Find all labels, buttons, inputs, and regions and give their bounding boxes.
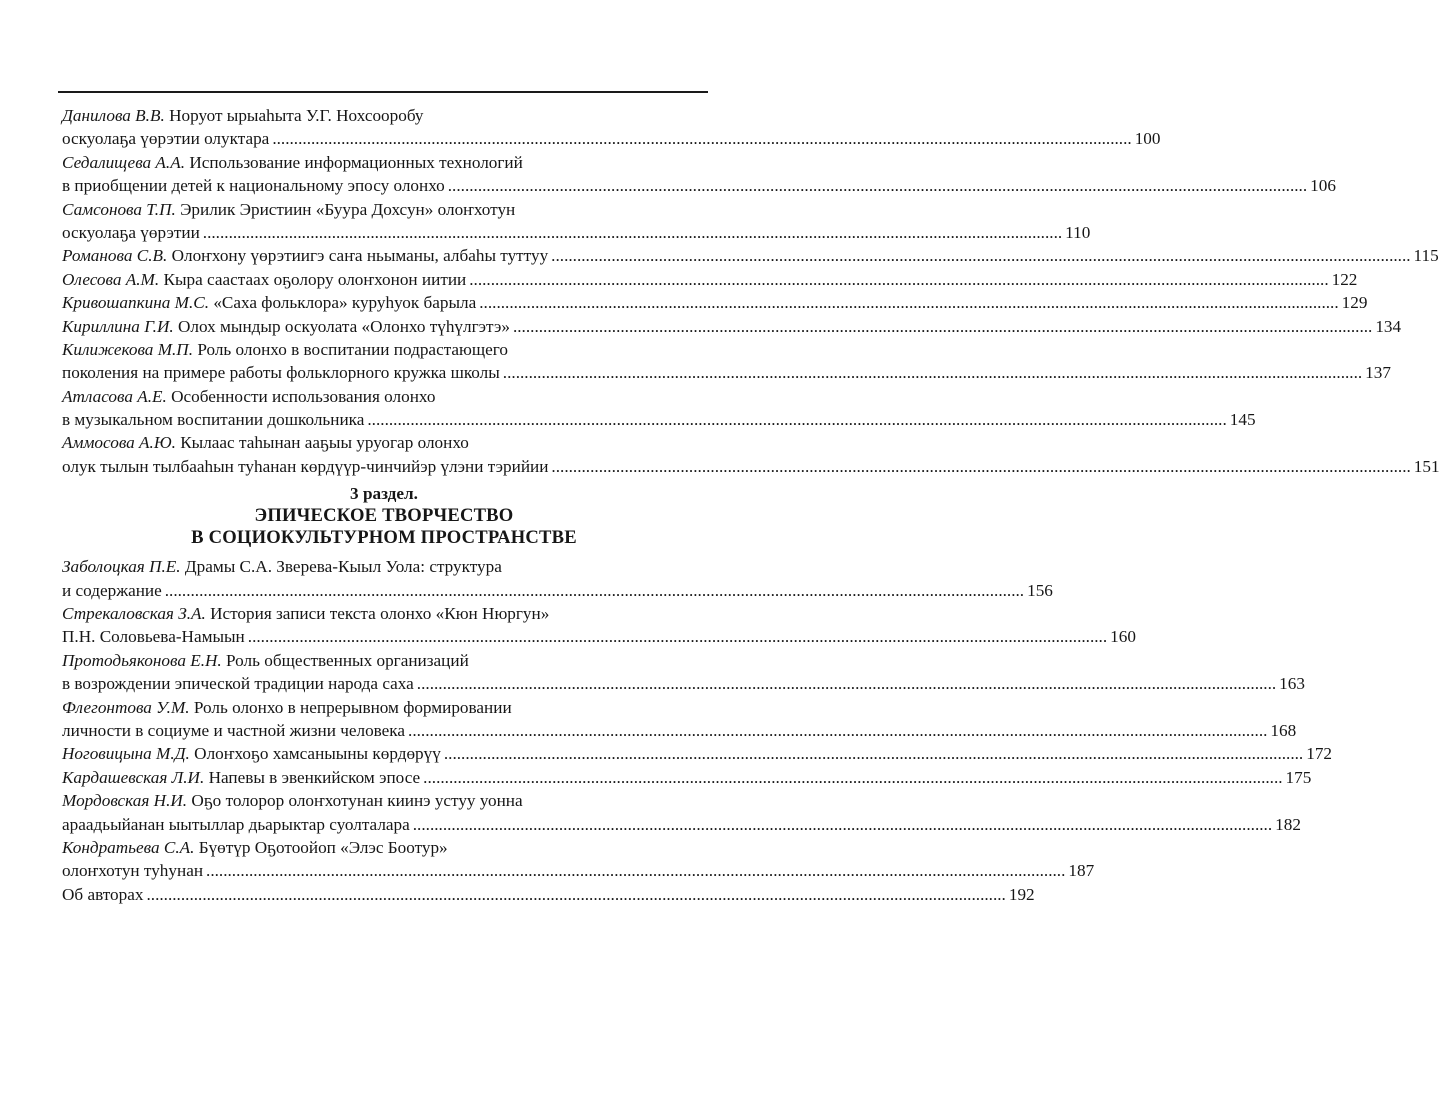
leader-dots: ........................................................................................................................................................................................................ (272, 129, 1132, 149)
toc-entry-line (62, 672, 1305, 695)
leader-dots: ........................................................................................................................................................................................................ (408, 720, 1268, 740)
toc-entry (62, 151, 1336, 198)
toc-page-number: 187 (1068, 861, 1095, 881)
toc-title-text: Роль олонхо в непрерывном формировании (193, 697, 512, 717)
toc-page-number: 168 (1270, 720, 1297, 740)
leader-dots: ........................................................................................................................................................................................................ (206, 861, 1066, 881)
toc-title-text: «Саха фольклора» куруһуок барыла (213, 293, 477, 313)
toc-title-text: Норуот ырыаһыта У.Г. Нохсооробу (169, 106, 424, 125)
leader-dots: ........................................................................................................................................................................................................ (551, 246, 1411, 266)
toc-entry-text (62, 408, 364, 431)
section-3-title-line1: ЭПИЧЕСКОЕ ТВОРЧЕСТВО (254, 505, 514, 527)
toc-entry (62, 742, 1332, 765)
toc-entry-text (62, 789, 523, 812)
section-3-label: 3 раздел. (350, 484, 418, 504)
toc-entry-line (62, 742, 1332, 765)
toc-author: Килижекова М.П. (62, 339, 194, 359)
toc-title-text: в музыкальном воспитании дошкольника (62, 410, 365, 430)
toc-author: Кривошапкина М.С. (62, 293, 210, 313)
toc-entry-line (62, 174, 1336, 197)
toc-title-text: Оҕо толорор олоҥхотунан киинэ устуу уонна (191, 791, 523, 811)
toc-entry (62, 244, 1439, 267)
toc-entry-line (62, 649, 706, 672)
toc-author: Атласова А.Е. (62, 386, 167, 406)
toc-entry-line (62, 151, 706, 174)
toc-entry-text (62, 104, 424, 127)
toc-title-text: оскуолаҕа үөрэтии олуктара (62, 129, 270, 149)
leader-dots: ........................................................................................................................................................................................................ (412, 814, 1273, 834)
toc-entry (62, 555, 1053, 602)
toc-title-text: История записи текста олонхо «Кюн Нюргун» (210, 604, 550, 624)
toc-page-number: 106 (1310, 176, 1336, 196)
toc-author: Мордовская Н.И. (62, 791, 188, 811)
toc-page-number: 100 (1134, 129, 1161, 149)
toc-entry-line (62, 244, 1439, 267)
toc-author: Ноговицына М.Д. (62, 744, 190, 764)
section2-entry-list (62, 104, 1440, 478)
toc-page-number: 145 (1229, 410, 1256, 430)
section-3-title-line2: В СОЦИОКУЛЬТУРНОМ ПРОСТРАНСТВЕ (191, 527, 577, 549)
toc-entry-line (62, 766, 1312, 789)
toc-entry-text (62, 315, 510, 338)
toc-entry-line (62, 268, 1358, 291)
toc-entry (62, 649, 1305, 696)
toc-author: Протодьяконова Е.Н. (62, 650, 222, 670)
toc-entry-line (62, 361, 1391, 384)
toc-page-number: 175 (1285, 767, 1312, 787)
toc-entry-text (62, 291, 476, 314)
toc-entry (62, 291, 1368, 314)
toc-entry-line (62, 813, 1301, 836)
leader-dots: ........................................................................................................................................................................................................ (447, 176, 1308, 196)
toc-entry-line (62, 836, 706, 859)
toc-entry-line (62, 696, 706, 719)
toc-entry-text (62, 268, 466, 291)
toc-entry-line (62, 883, 1035, 906)
toc-author: Олесова А.М. (62, 269, 160, 289)
toc-entry-line (62, 859, 1095, 882)
leader-dots: ........................................................................................................................................................................................................ (164, 580, 1025, 600)
toc-entry-line (62, 198, 706, 221)
toc-entry-text (62, 127, 269, 150)
toc-entry-text (62, 766, 420, 789)
toc-entry-text (62, 555, 502, 578)
toc-title-text: Олоҥхоҕо хамсаныыны көрдөрүү (194, 744, 441, 764)
toc-title-text: оскуолаҕа үөрэтии (62, 222, 200, 242)
toc-title-text: и содержание (62, 580, 162, 600)
toc-entry-line (62, 221, 1091, 244)
toc-title-text: Бүөтүр Оҕотоойоп «Элэс Боотур» (198, 837, 448, 857)
toc-entry-text (62, 455, 548, 478)
toc-title-text: Использование информационных технологий (189, 152, 523, 172)
toc-page-number: 160 (1110, 627, 1136, 647)
toc-entry-text (62, 431, 469, 454)
toc-author: Заболоцкая П.Е. (62, 557, 181, 577)
leader-dots: ........................................................................................................................................................................................................ (247, 627, 1108, 647)
toc-title-text: П.Н. Соловьева-Намыын (62, 627, 245, 647)
toc-entry-text (62, 625, 245, 648)
section3-entry-list (62, 555, 1332, 906)
toc-entry-line (62, 291, 1368, 314)
toc-author: Кондратьева С.А. (62, 837, 195, 857)
toc-title-text: олук тылын тылбааһын туһанан көрдүүр-чинчийэр үлэни тэрийии (62, 456, 549, 476)
toc-author: Седалищева А.А. (62, 152, 186, 172)
toc-entry-line (62, 104, 706, 127)
toc-author: Кардашевская Л.И. (62, 767, 205, 787)
toc-page-number: 122 (1331, 269, 1358, 289)
toc-page-number: 134 (1375, 316, 1402, 336)
toc-entry-text (62, 579, 162, 602)
toc-page-number: 163 (1279, 674, 1305, 694)
toc-entry-text (62, 151, 523, 174)
toc-author: Аммосова А.Ю. (62, 433, 176, 453)
toc-author: Флегонтова У.М. (62, 697, 190, 717)
toc-entry (62, 766, 1312, 789)
toc-page-number: 151 (1413, 456, 1440, 476)
toc-title-text: личности в социуме и частной жизни человека (62, 720, 406, 740)
toc-page-number: 156 (1027, 580, 1053, 600)
toc-entry-line (62, 338, 706, 361)
toc-entry-text (62, 602, 549, 625)
section-3-heading (62, 483, 706, 549)
toc-entry-text (62, 385, 435, 408)
toc-title-text: Роль общественных организаций (226, 650, 469, 670)
toc-title-text: Эрилик Эристиин «Буура Дохсун» олоҥхотун (180, 199, 516, 219)
toc-entry-text (62, 883, 143, 906)
toc-entry-text (62, 244, 548, 267)
toc-entry (62, 696, 1297, 743)
toc-author: Кириллина Г.И. (62, 316, 174, 336)
leader-dots: ........................................................................................................................................................................................................ (146, 884, 1006, 904)
toc-entry-line (62, 555, 706, 578)
toc-entry-text (62, 198, 515, 221)
toc-entry (62, 315, 1402, 338)
toc-author: Данилова В.В. (62, 106, 165, 125)
toc-page-number: 192 (1008, 884, 1035, 904)
toc-entry (62, 883, 1035, 906)
leader-dots: ........................................................................................................................................................................................................ (443, 744, 1304, 764)
leader-dots: ........................................................................................................................................................................................................ (551, 456, 1411, 476)
leader-dots: ........................................................................................................................................................................................................ (469, 269, 1329, 289)
toc-entry-text (62, 836, 448, 859)
toc-entry-line (62, 315, 1402, 338)
toc-title-text: в приобщении детей к национальному эпосу олонхо (62, 176, 445, 196)
toc-entry-line (62, 602, 706, 625)
toc-title-text: Кыра саастаах оҕолору олоҥхонон иитии (163, 269, 467, 289)
toc-entry-line (62, 431, 706, 454)
toc-author: Романова С.В. (62, 246, 168, 266)
toc-author: Самсонова Т.П. (62, 199, 176, 219)
toc-entry-text (62, 672, 414, 695)
leader-dots: ........................................................................................................................................................................................................ (502, 363, 1363, 383)
toc-entry (62, 104, 1161, 151)
toc-entry-line (62, 455, 1440, 478)
toc-page-number: 172 (1306, 744, 1332, 764)
toc-page-number: 115 (1413, 246, 1439, 266)
toc-entry (62, 836, 1095, 883)
toc-title-text: поколения на примере работы фольклорного кружка школы (62, 363, 500, 383)
leader-dots: ........................................................................................................................................................................................................ (202, 222, 1063, 242)
leader-dots: ........................................................................................................................................................................................................ (367, 410, 1227, 430)
toc-entry-text (62, 338, 508, 361)
toc-title-text: Роль олонхо в воспитании подрастающего (197, 339, 508, 359)
toc-entry-text (62, 719, 405, 742)
toc-entry-text (62, 361, 500, 384)
toc-entry-line (62, 127, 1161, 150)
toc-entry-line (62, 789, 706, 812)
leader-dots: ........................................................................................................................................................................................................ (479, 293, 1339, 313)
toc-entry-text (62, 696, 512, 719)
toc-page-number: 182 (1275, 814, 1301, 834)
toc-page-number: 110 (1065, 222, 1091, 242)
toc-page-number: 129 (1341, 293, 1368, 313)
toc-title-text: араадьыйанан ыытыллар дьарыктар суолталара (62, 814, 410, 834)
leader-dots: ........................................................................................................................................................................................................ (423, 767, 1283, 787)
toc-entry-text (62, 859, 203, 882)
toc-entry-line (62, 408, 1256, 431)
toc-title-text: Об авторах (62, 884, 144, 904)
toc-entry-line (62, 625, 1136, 648)
toc-author: Стрекаловская З.А. (62, 604, 206, 624)
toc-page-number: 137 (1365, 363, 1391, 383)
toc-entry (62, 789, 1301, 836)
toc-entry (62, 385, 1256, 432)
leader-dots: ........................................................................................................................................................................................................ (512, 316, 1373, 336)
toc-title-text: Кылаас таһынан ааҕыы уруогар олонхо (180, 433, 469, 453)
table-of-contents (62, 104, 1440, 906)
toc-entry (62, 602, 1136, 649)
toc-entry-line (62, 385, 706, 408)
toc-title-text: Особенности использования олонхо (171, 386, 436, 406)
toc-title-text: Олох мындыр оскуолата «Олонхо түһүлгэтэ» (177, 316, 510, 336)
toc-title-text: Драмы С.А. Зверева-Кыыл Уола: структура (184, 557, 502, 577)
toc-title-text: Олоҥхону үөрэтиигэ саҥа ньыманы, албаһы туттуу (171, 246, 549, 266)
toc-entry (62, 198, 1091, 245)
toc-entry-text (62, 742, 441, 765)
header-rule (58, 91, 708, 93)
toc-entry (62, 268, 1358, 291)
toc-entry-text (62, 221, 200, 244)
toc-entry-text (62, 813, 410, 836)
toc-title-text: олоҥхотун туһунан (62, 861, 204, 881)
toc-title-text: в возрождении эпической традиции народа саха (62, 674, 414, 694)
toc-entry-line (62, 579, 1053, 602)
toc-entry-text (62, 174, 445, 197)
toc-entry (62, 431, 1440, 478)
toc-entry (62, 338, 1391, 385)
toc-entry-text (62, 649, 469, 672)
toc-title-text: Напевы в эвенкийском эпосе (208, 767, 421, 787)
leader-dots: ........................................................................................................................................................................................................ (416, 674, 1277, 694)
toc-entry-line (62, 719, 1297, 742)
